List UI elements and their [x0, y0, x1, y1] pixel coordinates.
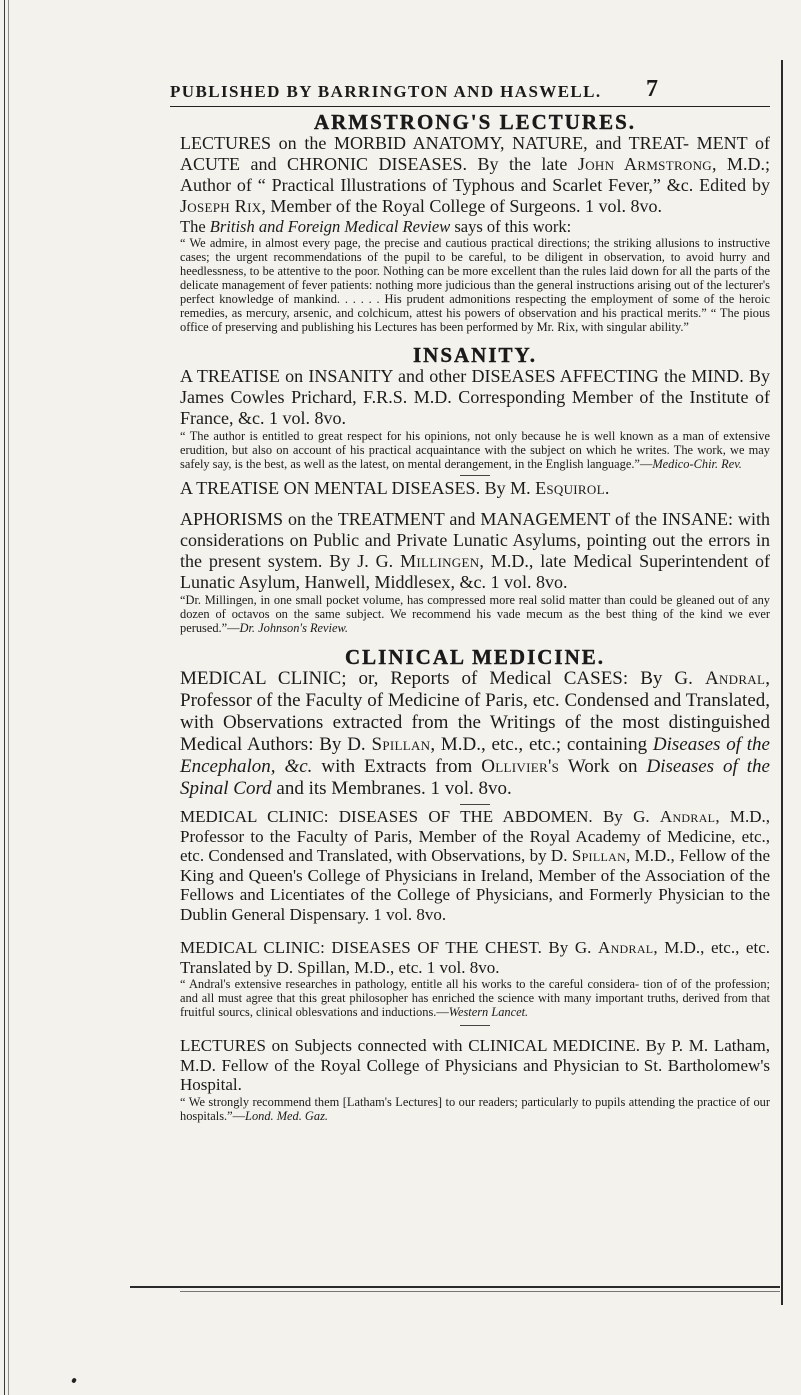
- entry-text: Work on: [559, 756, 647, 777]
- catalogue-entry: [180, 668, 770, 800]
- ink-speck: [71, 1377, 77, 1383]
- section-title-insanity: INSANITY.: [412, 343, 537, 367]
- running-header: [170, 76, 730, 102]
- section-title-armstrong: ARMSTRONG'S LECTURES.: [313, 110, 637, 134]
- entry-text: , M.D., Professor to the Faculty of Paris, Member of the Royal Academy of Medicine, etc., etc. Condensed and Translated, with Observations, by D.: [180, 807, 770, 865]
- right-margin-rule: [781, 60, 783, 1305]
- quote-source: Medico-Chir. Rev.: [652, 457, 742, 471]
- review-intro-text: says of this work:: [450, 217, 572, 236]
- review-source: British and Foreign Medical Review: [209, 217, 451, 236]
- entry-text: MEDICAL CLINIC: DISEASES OF THE CHEST. By G.: [180, 938, 598, 957]
- quote-text: “ The author is entitled to great respect for his opinions, not only because he is well known as a man of extensive erudition, but also on account of his practical acquaintance with the subject on which he writes. The work, we may safely say, is the best, as well as the latest, on mental derangement, in the English language.”—: [180, 429, 770, 471]
- entry-text: LECTURES on the MORBID ANATOMY, NATURE, and TREAT- MENT of ACUTE and CHRONIC DISEASES. By the late: [180, 133, 770, 174]
- binding-line: [8, 0, 9, 1395]
- author-name: Andral: [704, 668, 766, 689]
- author-name: Spillan: [371, 734, 431, 755]
- review-intro-text: The: [180, 217, 210, 236]
- entry-text: with Extracts from: [312, 756, 482, 777]
- catalogue-entry: [180, 478, 770, 499]
- bottom-rule: [130, 1286, 780, 1288]
- binding-line: [4, 0, 5, 1395]
- review-quote: [180, 977, 770, 1019]
- review-quote: [180, 593, 770, 635]
- entry-text: MEDICAL CLINIC; or, Reports of Medical CASES: By G.: [180, 668, 705, 689]
- author-name: John Armstrong: [577, 154, 712, 174]
- author-name: Andral: [598, 938, 654, 957]
- author-name: Andral: [659, 807, 716, 826]
- quote-source: Lond. Med. Gaz.: [245, 1108, 328, 1123]
- entry-text: , M.D.; Author of “ Practical Illustrations of Typhous and Scarlet Fever,” &c. Edited by: [180, 154, 770, 195]
- entry-text: and its Membranes. 1 vol. 8vo.: [271, 778, 512, 799]
- author-name: Millingen: [400, 551, 480, 571]
- quote-text: “ Andral's extensive researches in pathology, entitle all his works to the careful considera- tion of of the profession; and all must agree that this great philosopher has enriched the science with many important truths, derived from that fruitful sourcs, clinical oblesvations and inductions.—: [180, 977, 770, 1019]
- review-intro: [180, 217, 770, 236]
- review-quote: [180, 429, 770, 471]
- entry-text: , M.D., etc., etc. Translated by D. Spillan, M.D., etc. 1 vol. 8vo.: [180, 938, 770, 977]
- editor-name: Joseph Rix: [180, 196, 262, 216]
- entry-text: APHORISMS on the TREATMENT and MANAGEMENT of the INSANE: with considerations on Public and Private Lunatic Asylums, pointing out the errors in the present system. By J. G.: [180, 509, 770, 571]
- author-name: Spillan: [571, 846, 627, 865]
- catalogue-entry: [180, 807, 770, 924]
- catalogue-entry: LECTURES on Subjects connected with CLINICAL MEDICINE. By P. M. Latham, M.D. Fellow of the Royal College of Physicians and Physician to St. Bartholomew's Hospital.: [180, 1036, 770, 1094]
- review-quote: [180, 1095, 770, 1123]
- review-quote: “ We admire, in almost every page, the precise and cautious practical directions; the striking allusions to instructive cases; the urgent recommendations of the pupil to be careful, to be diligent in observation, to avoid hurry and heedlessness, to be attentive to the poor. Nothing can be more excellent than the rules laid down for all the parts of the delicate management of fever patients: nothing more judicious than the general instructions arising out of the lecturer's perfect knowledge of mankind. . . . . . His prudent admonitions respecting the employment of some of the heroic remedies, as mercury, arsenic, and colchicum, attest his powers of observation and his practical merits.” “ The pious office of preserving and publishing his Lectures has been performed by Mr. Rix, with singular ability.”: [180, 236, 770, 334]
- header-rule: [170, 106, 770, 107]
- entry-text: , M.D., etc., etc.; containing: [430, 734, 653, 755]
- catalogue-entry: [180, 509, 770, 593]
- author-name: Ollivier's: [481, 756, 560, 777]
- entry-text: MEDICAL CLINIC: DISEASES OF THE ABDOMEN. By G.: [180, 807, 660, 826]
- quote-source: Western Lancet.: [448, 1005, 529, 1019]
- catalogue-entry: [180, 133, 770, 217]
- page-number: 7: [646, 76, 660, 102]
- italic-title: Diseases of the Spinal Cord: [180, 756, 770, 799]
- section-title-clinical-medicine: CLINICAL MEDICINE.: [344, 645, 606, 669]
- quote-source: Dr. Johnson's Review.: [239, 621, 348, 635]
- italic-title: Diseases of the Encephalon, &c.: [180, 734, 770, 777]
- bottom-rule: [180, 1291, 780, 1292]
- catalogue-entry: A TREATISE on INSANITY and other DISEASES AFFECTING the MIND. By James Cowles Prichard, F.R.S. M.D. Corresponding Member of the Institute of France, &c. 1 vol. 8vo.: [180, 366, 770, 428]
- catalogue-entry: [180, 938, 770, 977]
- entry-text: A TREATISE ON MENTAL DISEASES. By M.: [180, 478, 536, 498]
- divider: [460, 1025, 490, 1026]
- author-name: Esquirol: [535, 478, 605, 498]
- quote-text: “ We strongly recommend them [Latham's Lectures] to our readers; particularly to pupils attending the practice of our hospitals.”—: [180, 1094, 770, 1123]
- divider: [460, 475, 490, 476]
- entry-text: , M.D., Fellow of the King and Queen's College of Physicians in Ireland, Member of the Association of the Fellows and Licentiates of the College of Physicians, and Formerly Physician to the Dublin General Dispensary. 1 vol. 8vo.: [180, 846, 771, 924]
- divider: [460, 804, 490, 805]
- entry-text: , Professor of the Faculty of Medicine of Paris, etc. Condensed and Translated, with Observations extracted from the Writings of the most distinguished Medical Authors: By D.: [180, 668, 770, 755]
- header-title: PUBLISHED BY BARRINGTON AND HASWELL.: [170, 82, 602, 101]
- entry-text: .: [604, 478, 610, 498]
- entry-text: , M.D., late Medical Superintendent of Lunatic Asylum, Hanwell, Middlesex, &c. 1 vol. 8vo.: [180, 551, 770, 592]
- entry-text: , Member of the Royal College of Surgeons. 1 vol. 8vo.: [261, 196, 663, 216]
- quote-text: “Dr. Millingen, in one small pocket volume, has compressed more real solid matter than could be gleaned out of any dozen of octavos on the same subject. We recommend his vade mecum as the best thing of the kind we ever perused.”—: [180, 593, 770, 635]
- catalogue-content: [180, 111, 770, 1123]
